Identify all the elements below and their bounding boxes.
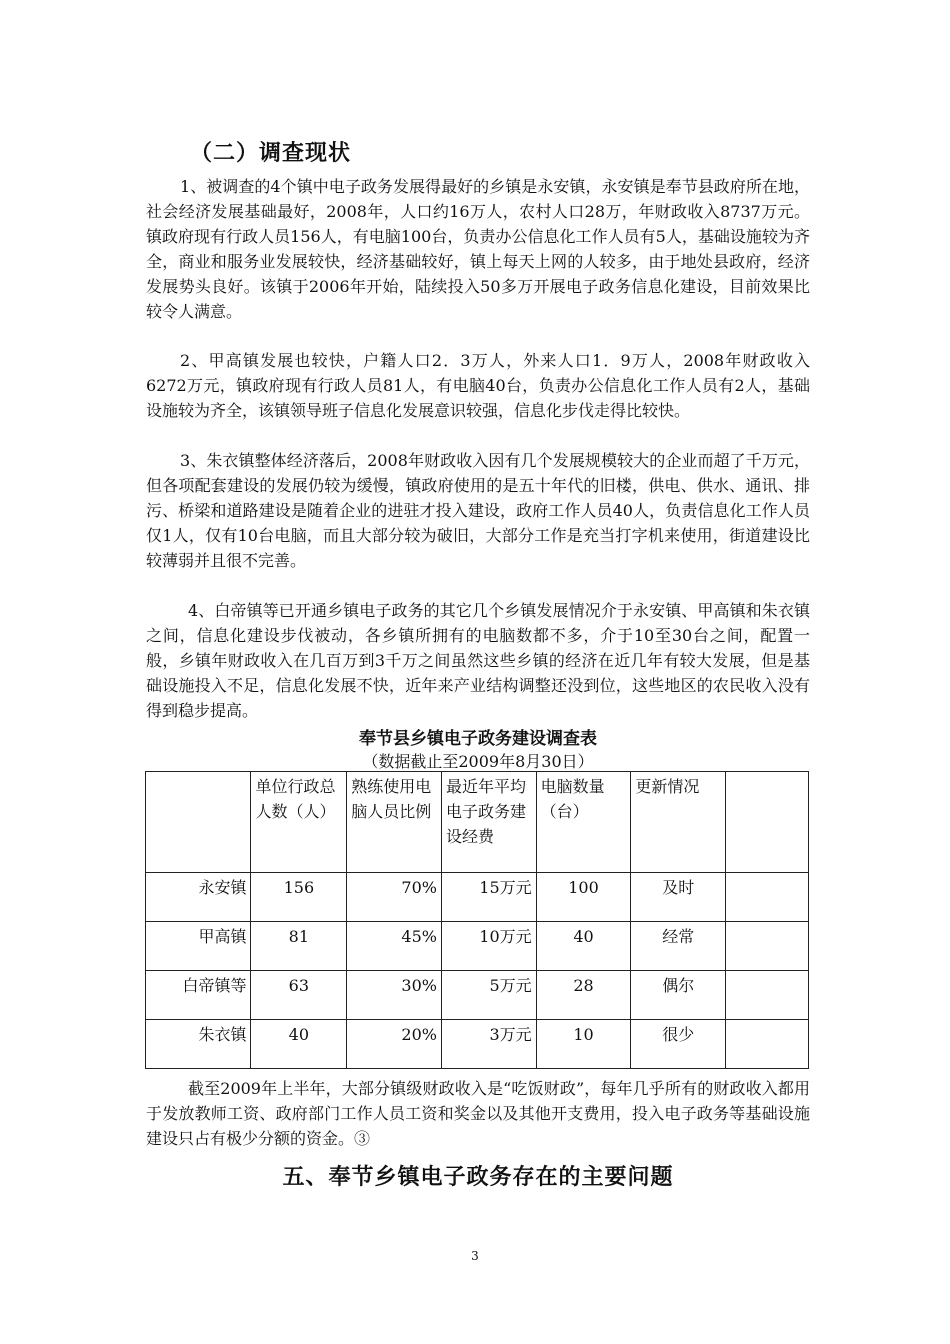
computer-count-cell: 28 <box>536 971 631 1020</box>
header-cell: 更新情况 <box>631 772 726 873</box>
header-cell: 电脑数量（台） <box>536 772 631 873</box>
table-row <box>146 971 809 1020</box>
update-status-cell: 经常 <box>631 922 726 971</box>
town-name-cell: 永安镇 <box>146 873 251 922</box>
paragraph-finance-summary: 截至2009年上半年，大部分镇级财政收入是“吃饭财政”，每年几乎所有的财政收入都用于发放教师工资、政府部门工作人员工资和奖金以及其他开支费用，投入电子政务等基础设施建设只占有极少分额的资金。③ <box>146 1079 810 1148</box>
header-cell <box>146 772 251 873</box>
paragraph-yongan: 1、被调查的4个镇中电子政务发展得最好的乡镇是永安镇，永安镇是奉节县政府所在地，社会经济发展基础最好，2008年，人口约16万人，农村人口28万，年财政收入8737万元。镇政府现有行政人员156人，有电脑100台，负责办公信息化工作人员有5人，基础设施较为齐全，商业和服务业发展较快，经济基础较好，镇上每天上网的人较多，由于地处县政府，经济发展势头良好。该镇于2006年开始，陆续投入50多万开展电子政务信息化建设，目前效果比较令人满意。 <box>146 177 810 321</box>
skill-ratio-cell: 70% <box>347 873 442 922</box>
paragraph-zhuyi: 3、朱衣镇整体经济落后，2008年财政收入因有几个发展规模较大的企业而超了千万元，但各项配套建设的发展仍较为缓慢，镇政府使用的是五十年代的旧楼，供电、供水、通讯、排污、桥梁和道路建设是随着企业的进驻才投入建设，政府工作人员40人，负责信息化工作人员仅1人，仅有10台电脑，而且大部分较为破旧，大部分工作是充当打字机来使用，街道建设比较薄弱并且很不完善。 <box>146 451 810 570</box>
staff-count-cell: 156 <box>251 873 347 922</box>
header-cell: 最近年平均电子政务建设经费 <box>441 772 536 873</box>
table-subtitle: （数据截止至2009年8月30日） <box>362 752 594 771</box>
staff-count-cell: 63 <box>251 971 347 1020</box>
empty-cell <box>726 873 809 922</box>
skill-ratio-cell: 45% <box>347 922 442 971</box>
skill-ratio-cell: 30% <box>347 971 442 1020</box>
table-row <box>146 873 809 922</box>
header-cell <box>726 772 809 873</box>
table-header-row <box>146 772 809 873</box>
funding-cell: 3万元 <box>441 1020 536 1069</box>
header-cell: 单位行政总人数（人） <box>251 772 347 873</box>
empty-cell <box>726 922 809 971</box>
computer-count-cell: 40 <box>536 922 631 971</box>
computer-count-cell: 100 <box>536 873 631 922</box>
update-status-cell: 偶尔 <box>631 971 726 1020</box>
town-name-cell: 朱衣镇 <box>146 1020 251 1069</box>
paragraph-jiagao: 2、甲高镇发展也较快，户籍人口2．3万人，外来人口1．9万人，2008年财政收入 6272万元，镇政府现有行政人员81人，有电脑40台，负责办公信息化工作人员有2人，基础设施较为齐全，该镇领导班子信息化发展意识较强，信息化步伐走得比较快。 <box>146 351 810 420</box>
town-name-cell: 白帝镇等 <box>146 971 251 1020</box>
paragraph-baidi: 4、白帝镇等已开通乡镇电子政务的其它几个乡镇发展情况介于永安镇、甲高镇和朱衣镇之间，信息化建设步伐被动，各乡镇所拥有的电脑数都不多，介于10至30台之间，配置一般，乡镇年财政收入在几百万到3千万之间虽然这些乡镇的经济在近几年有较大发展，但是基础设施投入不足，信息化发展不快，近年来产业结构调整还没到位，这些地区的农民收入没有得到稳步提高。 <box>146 601 810 720</box>
page-number: 3 <box>471 1249 479 1263</box>
table-row <box>146 1020 809 1069</box>
funding-cell: 10万元 <box>441 922 536 971</box>
table-row <box>146 922 809 971</box>
section-title: （二）调查现状 <box>190 141 352 166</box>
funding-cell: 15万元 <box>441 873 536 922</box>
chapter-title: 五、奉节乡镇电子政务存在的主要问题 <box>282 1165 674 1190</box>
survey-table <box>145 771 809 1069</box>
update-status-cell: 很少 <box>631 1020 726 1069</box>
staff-count-cell: 40 <box>251 1020 347 1069</box>
computer-count-cell: 10 <box>536 1020 631 1069</box>
empty-cell <box>726 1020 809 1069</box>
empty-cell <box>726 971 809 1020</box>
header-cell: 熟练使用电脑人员比例 <box>347 772 442 873</box>
funding-cell: 5万元 <box>441 971 536 1020</box>
staff-count-cell: 81 <box>251 922 347 971</box>
update-status-cell: 及时 <box>631 873 726 922</box>
town-name-cell: 甲高镇 <box>146 922 251 971</box>
table-title: 奉节县乡镇电子政务建设调查表 <box>359 729 597 749</box>
skill-ratio-cell: 20% <box>347 1020 442 1069</box>
